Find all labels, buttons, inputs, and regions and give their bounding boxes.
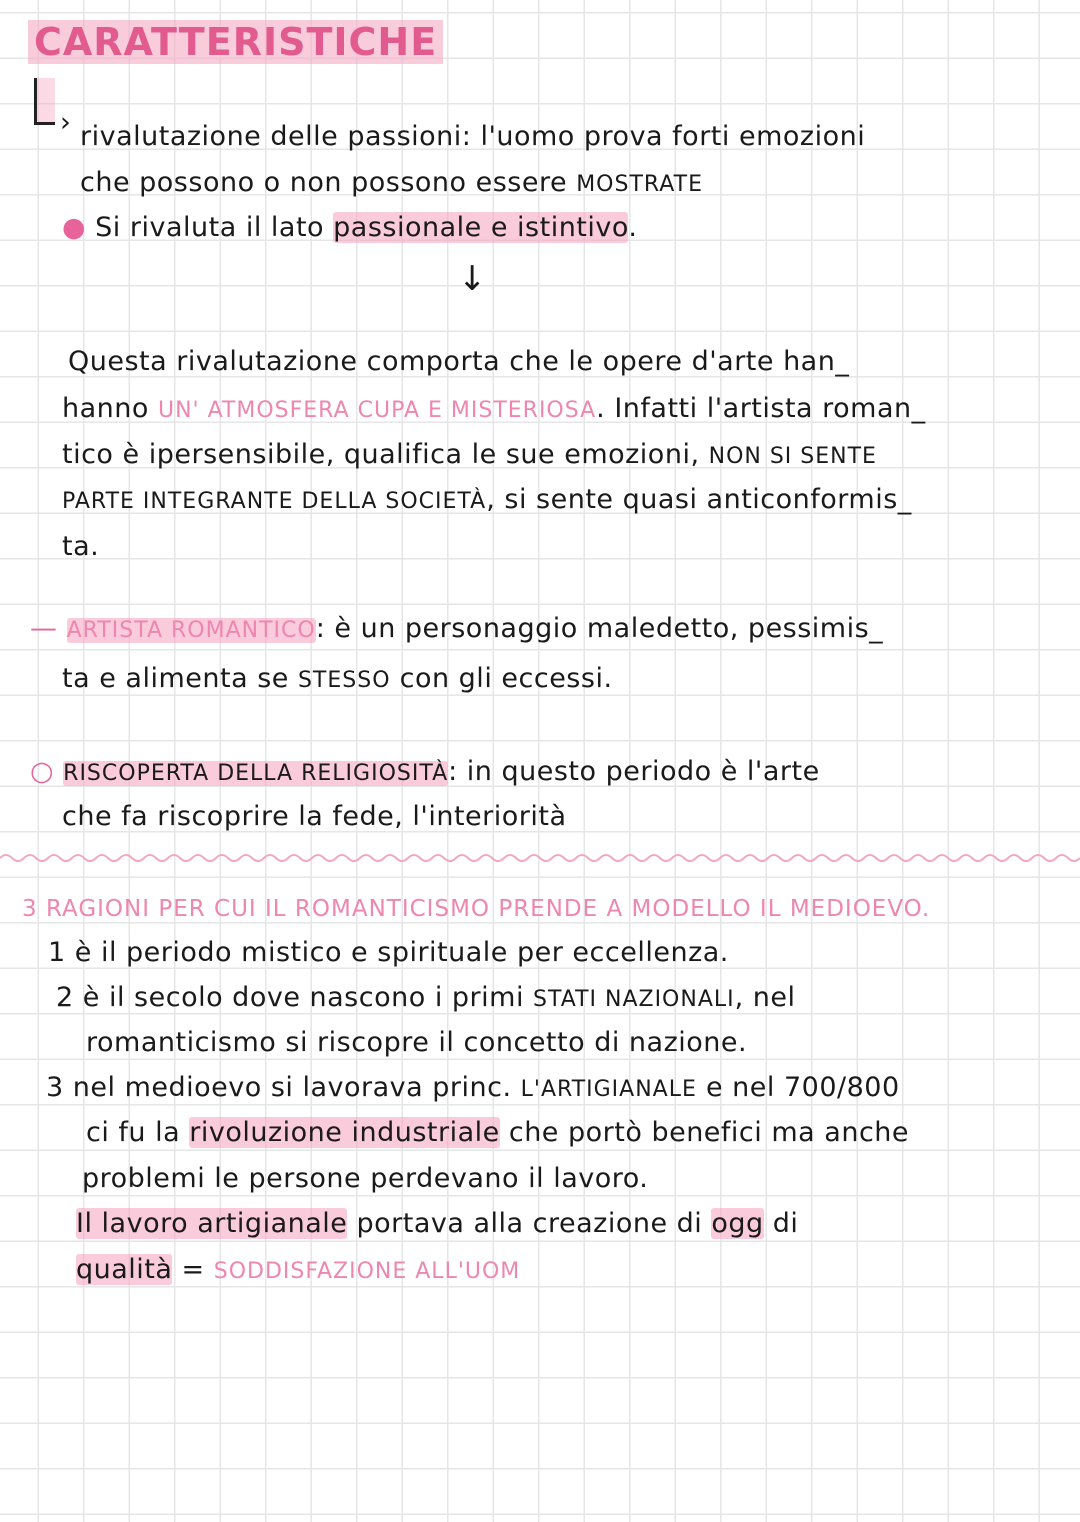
- reason-2-cont: romanticismo si riscopre il concetto di nazione.: [86, 1027, 748, 1058]
- artist-line-2: [62, 662, 613, 698]
- reason-3-line-4: [76, 1207, 798, 1241]
- text: e nel 700/800: [696, 1072, 900, 1103]
- text: ci fu la: [86, 1117, 190, 1148]
- reasons-heading: 3 RAGIONI PER CUI IL ROMANTICISMO PRENDE A MODELLO IL MEDIOEVO.: [22, 896, 931, 922]
- bullet-icon: ●: [62, 212, 96, 243]
- paragraph-line-1: Questa rivalutazione comporta che le opere d'arte han_: [68, 346, 850, 377]
- passions-line-1: rivalutazione delle passioni: l'uomo prova forti emozioni: [80, 121, 866, 152]
- text: =: [172, 1254, 214, 1285]
- text: con gli eccessi.: [390, 663, 613, 694]
- down-arrow-icon: ↓: [458, 259, 487, 299]
- highlighted-text: qualità: [76, 1254, 173, 1285]
- paragraph-line-4: [62, 483, 912, 519]
- text: che portò benefici ma anche: [499, 1117, 910, 1148]
- religion-label: RISCOPERTA DELLA RELIGIOSITÀ: [63, 761, 449, 786]
- pink-text: SODDISFAZIONE ALL'UOM: [213, 1259, 521, 1284]
- reason-3: [46, 1071, 900, 1107]
- text: . Infatti l'artista roman_: [596, 393, 926, 424]
- reason-3-line-2: [86, 1116, 909, 1150]
- pink-text: UN' ATMOSFERA CUPA E MISTERIOSA: [157, 398, 597, 423]
- text: L'ARTIGIANALE: [520, 1077, 697, 1102]
- religion-line-1: [30, 755, 820, 791]
- passions-line-2: [80, 166, 703, 202]
- text: hanno: [62, 393, 158, 424]
- text: : è un personaggio maledetto, pessimis_: [315, 613, 884, 644]
- text: STESSO: [297, 668, 391, 693]
- text: portava alla creazione di: [347, 1208, 712, 1239]
- paragraph-line-3: [62, 438, 877, 474]
- text: PARTE INTEGRANTE DELLA SOCIETÀ: [62, 489, 487, 514]
- arrow-icon: [34, 78, 55, 125]
- reason-3-line-3: problemi le persone perdevano il lavoro.: [82, 1163, 649, 1194]
- text: 2 è il secolo dove nascono i primi: [56, 982, 534, 1013]
- highlighted-text: ogg: [711, 1208, 764, 1239]
- text: : in questo periodo è l'arte: [448, 756, 820, 787]
- text: MOSTRATE: [576, 172, 703, 197]
- text: Si rivaluta il lato: [95, 212, 334, 243]
- text: NON SI SENTE: [708, 444, 877, 469]
- text: , nel: [734, 982, 796, 1013]
- text: che possono o non possono essere: [80, 167, 577, 198]
- text: STATI NAZIONALI: [533, 987, 735, 1012]
- passions-line-3: [62, 211, 638, 245]
- highlighted-text: passionale e istintivo: [333, 212, 629, 243]
- artist-label: ARTISTA ROMANTICO: [66, 618, 316, 643]
- text: ta e alimenta se: [62, 663, 298, 694]
- artist-line-1: — ARTISTA ROMANTICO: è un personaggio maledetto, pessimis_: [30, 613, 884, 644]
- paragraph-line-2: [62, 392, 926, 428]
- highlighted-text: rivoluzione industriale: [189, 1117, 500, 1148]
- highlighted-text: Il lavoro artigianale: [76, 1208, 348, 1239]
- text: 3 nel medioevo si lavorava princ.: [46, 1072, 521, 1103]
- paragraph-line-5: ta.: [62, 531, 100, 562]
- reason-2: [56, 981, 796, 1017]
- reason-3-line-5: [76, 1253, 520, 1289]
- bullet-icon: ○: [30, 756, 64, 787]
- reason-1: 1 è il periodo mistico e spirituale per eccellenza.: [48, 937, 729, 968]
- page-title: CARATTERISTICHE: [28, 20, 443, 64]
- text: .: [628, 212, 638, 243]
- text: , si sente quasi anticonformis_: [486, 484, 912, 515]
- text: di: [763, 1208, 799, 1239]
- text: tico è ipersensibile, qualifica le sue emozioni,: [62, 439, 709, 470]
- religion-line-2: che fa riscoprire la fede, l'interiorità: [62, 801, 567, 832]
- arrow-head-icon: ›: [60, 107, 72, 138]
- wavy-divider: [0, 850, 1080, 866]
